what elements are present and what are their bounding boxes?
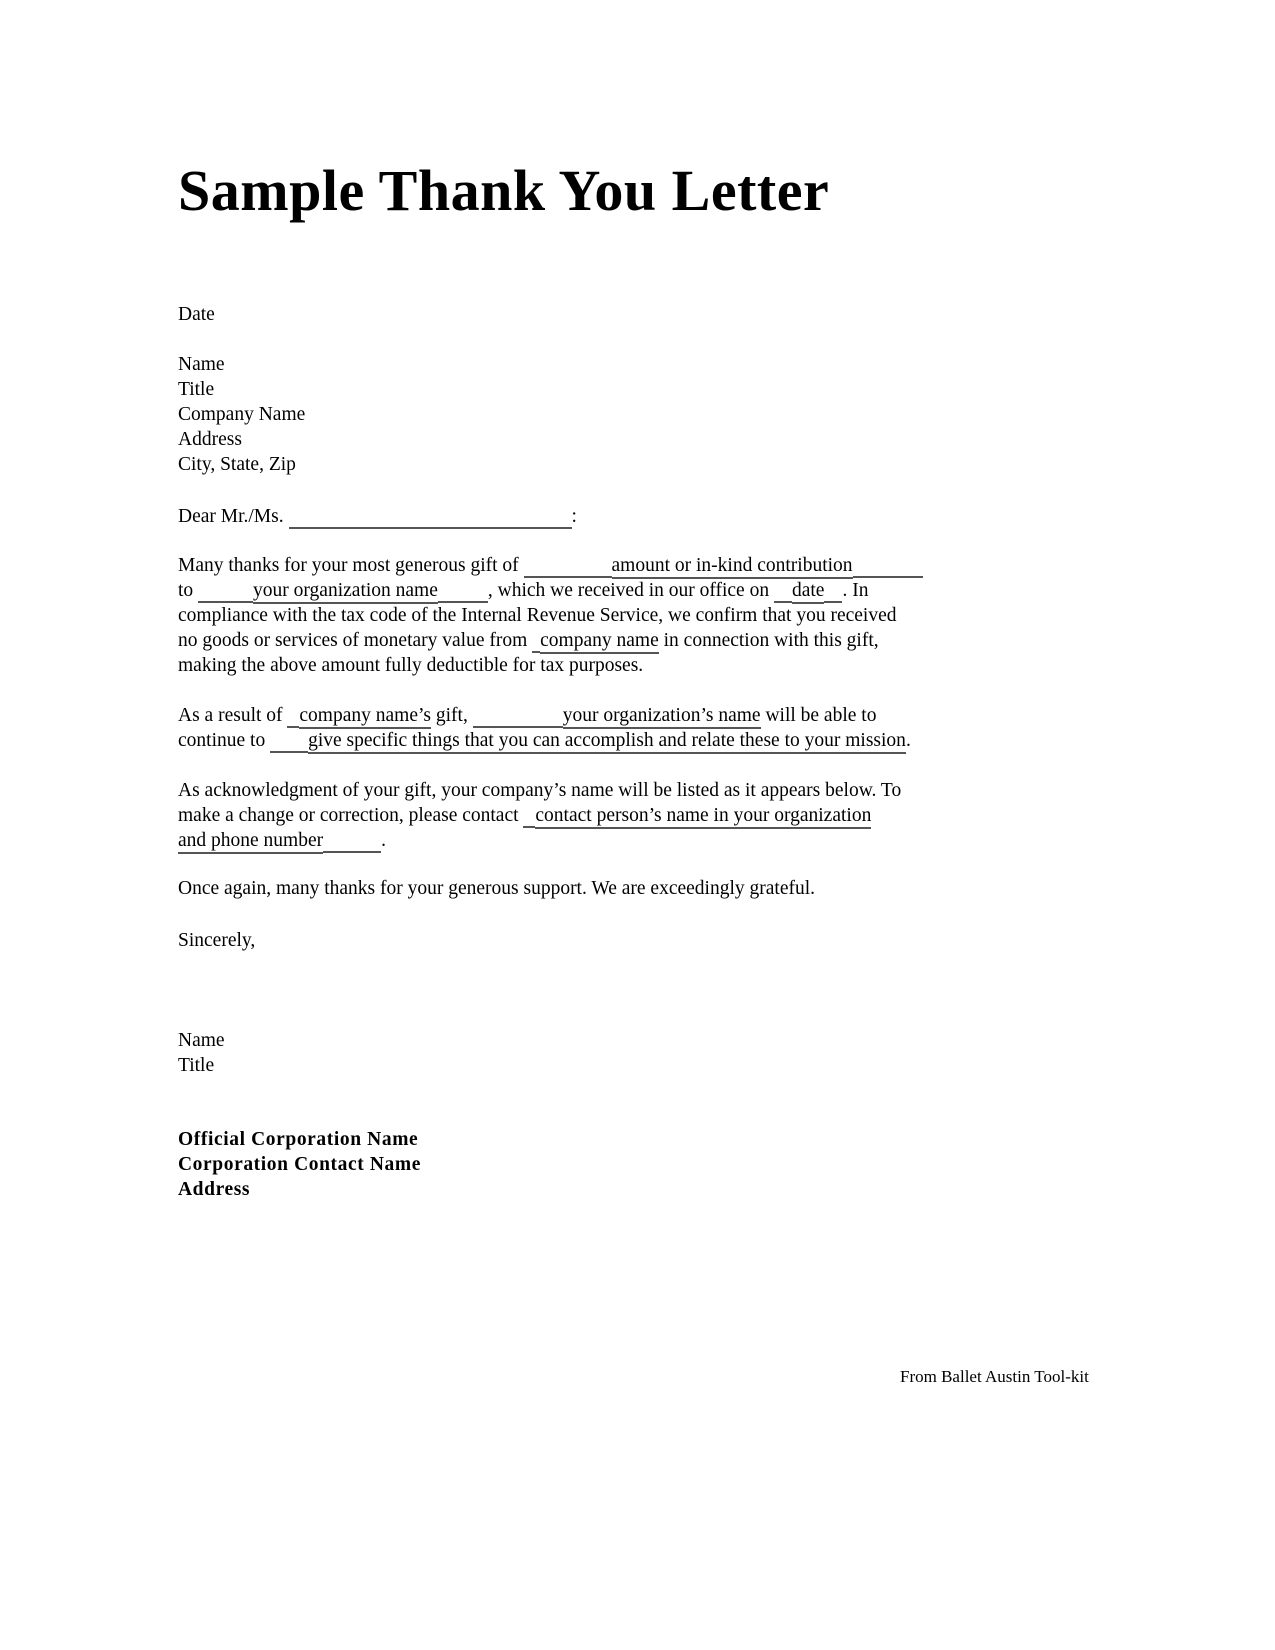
page-title: Sample Thank You Letter xyxy=(178,158,830,223)
text-line: Address xyxy=(178,1179,251,1200)
text-line: Title xyxy=(178,1055,215,1076)
text-segment: gift, xyxy=(431,705,473,726)
text-segment: will be able to xyxy=(760,705,877,726)
text-segment: continue to xyxy=(178,730,271,751)
text-segment: . In xyxy=(842,580,869,601)
body-paragraph-3 xyxy=(178,778,1125,853)
blank-underline xyxy=(438,591,488,603)
underlined-text-segment: your organization’s name xyxy=(563,705,761,729)
text-line: Name xyxy=(178,1030,225,1051)
body-paragraph-1 xyxy=(178,553,1125,678)
blank-underline xyxy=(323,841,381,853)
text-line: Company Name xyxy=(178,404,306,425)
text-line: Title xyxy=(178,379,215,400)
blank-underline xyxy=(289,517,572,529)
underlined-text-segment: date xyxy=(792,580,824,604)
blank-underline xyxy=(532,641,540,653)
text-line: Corporation Contact Name xyxy=(178,1154,421,1175)
text-segment: Many thanks for your most generous gift of xyxy=(178,555,524,576)
blank-underline xyxy=(774,591,792,603)
blank-underline xyxy=(853,566,923,578)
text-segment: As acknowledgment of your gift, your company’s name will be listed as it appears below. To xyxy=(178,780,902,801)
text-line: City, State, Zip xyxy=(178,454,296,475)
blank-underline xyxy=(270,741,308,753)
underlined-text-segment: contact person’s name in your organization xyxy=(535,805,871,829)
blank-underline xyxy=(287,716,299,728)
text-line: Address xyxy=(178,429,242,450)
text-segment: to xyxy=(178,580,199,601)
text-segment: . xyxy=(905,730,911,751)
blank-underline xyxy=(198,591,253,603)
underlined-text-segment: company name xyxy=(540,630,659,654)
closing-line: Sincerely, xyxy=(178,930,256,951)
footer-credit: From Ballet Austin Tool-kit xyxy=(900,1367,1089,1386)
text-segment: compliance with the tax code of the Internal Revenue Service, we confirm that you received xyxy=(178,605,897,626)
body-paragraph-2 xyxy=(178,703,1125,753)
signature-block xyxy=(178,1028,1125,1078)
underlined-text-segment: company name’s xyxy=(299,705,431,729)
underlined-text-segment: give specific things that you can accomplish and relate these to your mission xyxy=(308,730,906,754)
recipient-address-block xyxy=(178,352,1125,477)
blank-underline xyxy=(524,566,612,578)
text-segment: : xyxy=(571,506,577,527)
text-segment: make a change or correction, please contact xyxy=(178,805,524,826)
text-segment: no goods or services of monetary value from xyxy=(178,630,533,651)
corporation-block xyxy=(178,1127,1125,1202)
text-line: Official Corporation Name xyxy=(178,1129,419,1150)
body-paragraph-4 xyxy=(178,876,1125,901)
text-segment: As a result of xyxy=(178,705,288,726)
blank-underline xyxy=(473,716,563,728)
text-segment: in connection with this gift, xyxy=(658,630,879,651)
text-segment: Once again, many thanks for your generous support. We are exceedingly grateful. xyxy=(178,878,816,899)
underlined-text-segment: and phone number xyxy=(178,830,323,854)
underlined-text-segment: amount or in-kind contribution xyxy=(612,555,853,579)
blank-underline xyxy=(523,816,535,828)
text-line: Name xyxy=(178,354,225,375)
date-line: Date xyxy=(178,304,215,325)
salutation-line xyxy=(178,504,1125,529)
text-segment: . xyxy=(381,830,387,851)
text-segment: , which we received in our office on xyxy=(487,580,774,601)
blank-underline xyxy=(824,591,842,603)
underlined-text-segment: your organization name xyxy=(253,580,438,604)
text-segment: making the above amount fully deductible for tax purposes. xyxy=(178,655,644,676)
text-segment: Dear Mr./Ms. xyxy=(178,506,289,527)
